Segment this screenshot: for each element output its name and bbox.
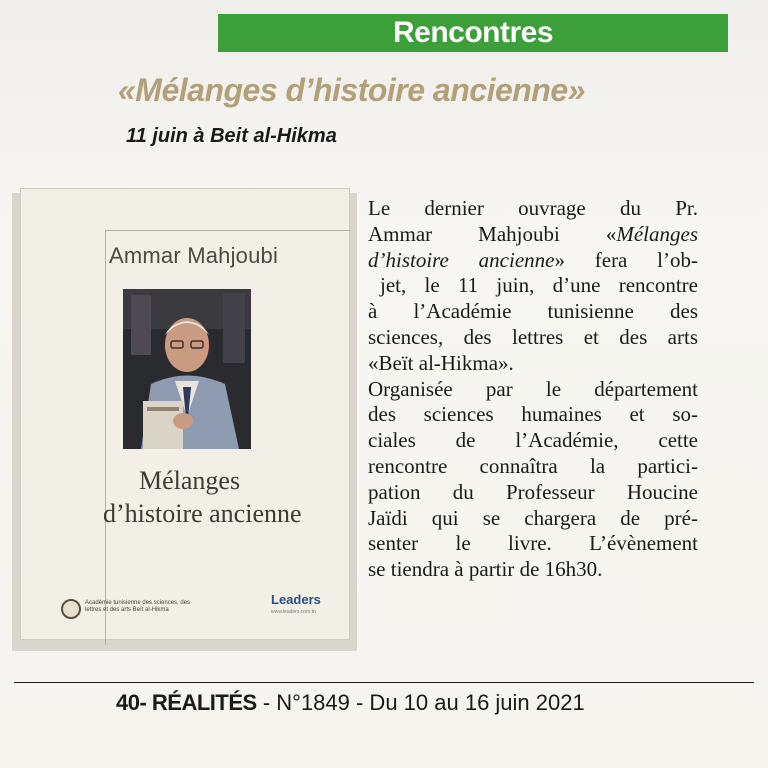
body-line — [368, 222, 698, 248]
publisher-url: www.leaders.com.tn — [271, 609, 316, 615]
body-line — [368, 248, 698, 274]
body-text-run: rencontre connaîtra la partici- — [368, 453, 698, 478]
section-label: Rencontres — [392, 16, 554, 49]
body-line — [368, 480, 698, 506]
body-line — [368, 454, 698, 480]
portrait-photo-icon — [123, 289, 251, 449]
portrait-illustration — [123, 289, 251, 449]
body-text-run: Mélanges — [616, 221, 698, 246]
body-text-run: d’histoire ancienne — [368, 247, 555, 272]
body-text-run: senter le livre. L’évènement — [368, 531, 698, 556]
body-line — [368, 351, 698, 377]
cover-rule-left — [105, 230, 106, 645]
book-cover-image — [20, 188, 350, 640]
section-banner — [218, 14, 728, 52]
body-text-run: ciales de l’Académie, cette — [368, 428, 698, 453]
body-text-run: Jaïdi qui se chargera de pré- — [368, 505, 698, 530]
body-text-run: «Beït al-Hikma». — [368, 350, 514, 375]
body-text-run: se tiendra à partir de 16h30. — [368, 557, 603, 582]
body-line — [368, 531, 698, 557]
body-text-run: des sciences humaines et so- — [368, 402, 698, 427]
body-line — [368, 506, 698, 532]
body-line — [368, 402, 698, 428]
body-text-run: Organisée par le département — [368, 376, 698, 401]
body-line — [368, 557, 698, 583]
body-text-run: sciences, des lettres et des arts — [368, 324, 698, 349]
academy-name: Académie tunisienne des sciences, des lettres et des arts Beït al-Hikma — [85, 600, 191, 613]
book-author: Ammar Mahjoubi — [109, 243, 279, 268]
body-text-run: à l’Académie tunisienne des — [368, 299, 698, 324]
page-footer — [116, 690, 585, 716]
academy-seal-icon — [61, 599, 81, 619]
publication-name: 40- RÉALITÉS — [116, 690, 257, 715]
body-text-run: Le dernier ouvrage du Pr. — [368, 196, 698, 220]
issue-info: - N°1849 - Du 10 au 16 juin 2021 — [256, 690, 585, 715]
book-title-line2: d’histoire ancienne — [103, 499, 302, 528]
body-text-run: jet, le 11 juin, d’une rencontre — [380, 273, 698, 298]
footer-rule — [14, 682, 754, 683]
body-line — [368, 428, 698, 454]
body-text-run: Ammar Mahjoubi « — [368, 221, 617, 246]
article-subtitle: 11 juin à Beit al-Hikma — [126, 125, 337, 147]
publisher-logo: Leaders — [271, 592, 321, 607]
body-line — [368, 377, 698, 403]
body-line — [368, 299, 698, 325]
body-line — [368, 325, 698, 351]
body-line — [368, 196, 698, 222]
article-body — [368, 196, 698, 583]
body-line — [368, 273, 698, 299]
article-title: «Mélanges d’histoire ancienne» — [118, 72, 585, 108]
body-text-run: » fera l’ob- — [554, 247, 698, 272]
cover-rule-top — [105, 230, 351, 231]
book-title-line1: Mélanges — [139, 466, 241, 495]
body-text-run: pation du Professeur Houcine — [368, 479, 698, 504]
